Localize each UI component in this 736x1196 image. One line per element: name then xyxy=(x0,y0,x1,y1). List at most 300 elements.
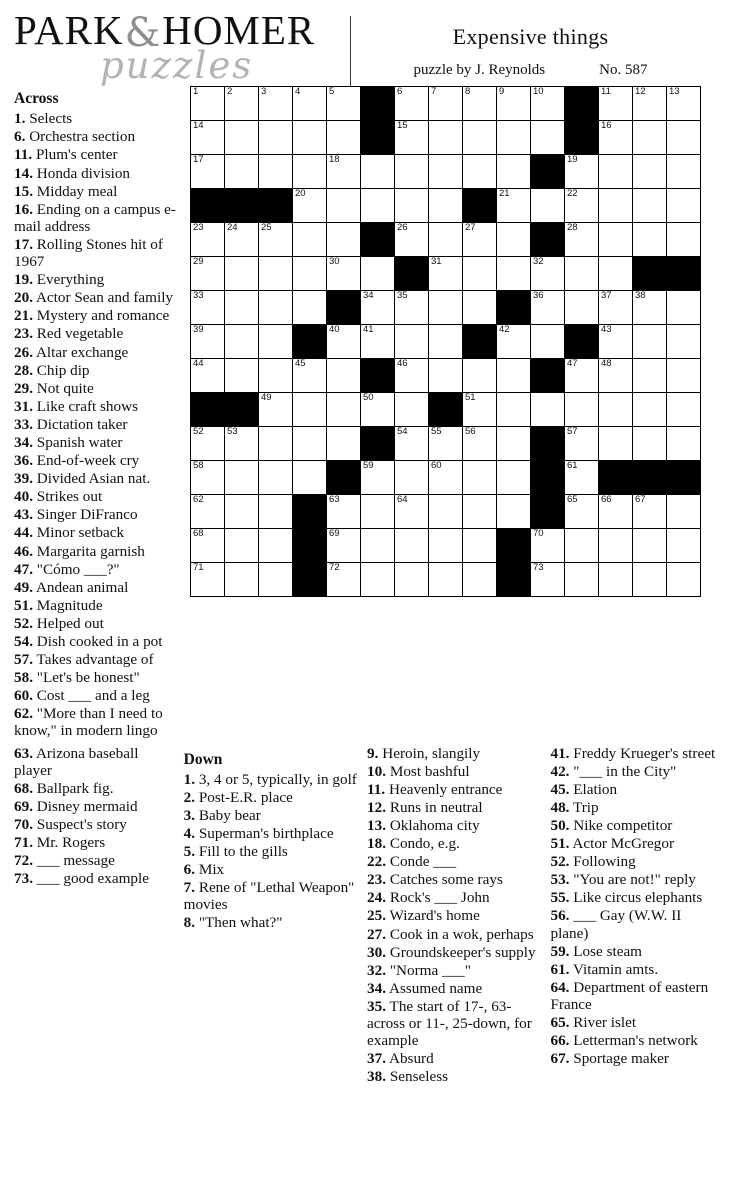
grid-cell[interactable] xyxy=(191,563,225,597)
grid-cell-number: 37 xyxy=(601,290,612,302)
grid-cell[interactable] xyxy=(259,529,293,563)
grid-cell[interactable] xyxy=(565,223,599,257)
grid-cell[interactable] xyxy=(259,359,293,393)
clue-item[interactable] xyxy=(550,907,718,941)
grid-cell[interactable] xyxy=(191,359,225,393)
clue-item[interactable] xyxy=(367,1050,542,1067)
grid-cell[interactable] xyxy=(395,393,429,427)
clue-item[interactable] xyxy=(14,506,186,523)
clue-item[interactable] xyxy=(184,914,359,931)
clue-item[interactable] xyxy=(367,962,542,979)
grid-cell[interactable] xyxy=(667,87,701,121)
grid-cell[interactable] xyxy=(429,359,463,393)
clue-item[interactable] xyxy=(550,871,718,888)
grid-cell[interactable] xyxy=(327,427,361,461)
grid-cell[interactable] xyxy=(225,223,259,257)
grid-cell[interactable] xyxy=(429,461,463,495)
clue-item[interactable] xyxy=(14,201,186,235)
grid-cell-number: 15 xyxy=(397,120,408,132)
grid-cell[interactable] xyxy=(565,155,599,189)
grid-cell[interactable] xyxy=(259,563,293,597)
grid-cell[interactable] xyxy=(361,155,395,189)
grid-cell[interactable] xyxy=(395,495,429,529)
clue-item[interactable] xyxy=(14,615,186,632)
clue-item[interactable] xyxy=(14,543,186,560)
clue-item[interactable] xyxy=(14,362,186,379)
grid-cell[interactable] xyxy=(191,529,225,563)
clue-item[interactable] xyxy=(14,434,186,451)
grid-cell[interactable] xyxy=(327,529,361,563)
grid-cell[interactable] xyxy=(293,257,327,291)
grid-cell[interactable] xyxy=(599,189,633,223)
grid-cell[interactable] xyxy=(429,121,463,155)
grid-cell[interactable] xyxy=(191,291,225,325)
grid-cell-number: 54 xyxy=(397,426,408,438)
clue-item[interactable] xyxy=(367,763,542,780)
grid-cell[interactable] xyxy=(497,121,531,155)
grid-cell[interactable] xyxy=(463,291,497,325)
grid-cell-number: 45 xyxy=(295,358,306,370)
grid-cell[interactable] xyxy=(599,223,633,257)
masthead-divider xyxy=(350,16,351,94)
grid-cell[interactable] xyxy=(429,529,463,563)
clue-item[interactable] xyxy=(550,961,718,978)
clue-item[interactable] xyxy=(14,745,176,779)
grid-cell[interactable] xyxy=(531,325,565,359)
grid-cell[interactable] xyxy=(361,529,395,563)
grid-cell[interactable] xyxy=(667,495,701,529)
grid-cell[interactable] xyxy=(599,529,633,563)
grid-cell[interactable] xyxy=(531,563,565,597)
clue-item[interactable] xyxy=(367,926,542,943)
grid-cell[interactable] xyxy=(565,563,599,597)
grid-cell[interactable] xyxy=(565,529,599,563)
grid-cell[interactable] xyxy=(599,359,633,393)
grid-cell-number: 42 xyxy=(499,324,510,336)
grid-cell[interactable] xyxy=(225,427,259,461)
grid-cell[interactable] xyxy=(429,495,463,529)
clue-item[interactable] xyxy=(184,807,359,824)
grid-cell[interactable] xyxy=(429,427,463,461)
grid-cell[interactable] xyxy=(259,121,293,155)
grid-cell[interactable] xyxy=(565,393,599,427)
grid-cell[interactable] xyxy=(497,87,531,121)
clue-item[interactable] xyxy=(550,745,718,762)
grid-cell[interactable] xyxy=(429,325,463,359)
grid-cell[interactable] xyxy=(497,359,531,393)
clue-item[interactable] xyxy=(14,236,186,270)
clue-item[interactable] xyxy=(367,817,542,834)
grid-cell[interactable] xyxy=(633,291,667,325)
grid-cell[interactable] xyxy=(395,223,429,257)
grid-cell[interactable] xyxy=(497,223,531,257)
grid-cell[interactable] xyxy=(327,223,361,257)
grid-cell[interactable] xyxy=(633,427,667,461)
clue-item[interactable] xyxy=(14,307,186,324)
grid-cell[interactable] xyxy=(191,325,225,359)
grid-cell[interactable] xyxy=(429,257,463,291)
grid-cell[interactable] xyxy=(599,121,633,155)
grid-cell[interactable] xyxy=(259,393,293,427)
clue-item[interactable] xyxy=(184,789,359,806)
grid-cell[interactable] xyxy=(667,563,701,597)
grid-cell[interactable] xyxy=(293,223,327,257)
clue-text: Rolling Stones hit of 1967 xyxy=(14,235,163,271)
clue-item[interactable] xyxy=(367,799,542,816)
grid-cell[interactable] xyxy=(395,563,429,597)
grid-cell[interactable] xyxy=(497,189,531,223)
clue-item[interactable] xyxy=(14,110,186,127)
clue-item[interactable] xyxy=(550,853,718,870)
grid-cell[interactable] xyxy=(667,189,701,223)
grid-cell[interactable] xyxy=(259,461,293,495)
clue-item[interactable] xyxy=(184,843,359,860)
clue-item[interactable] xyxy=(14,146,186,163)
grid-cell[interactable] xyxy=(293,155,327,189)
grid-cell[interactable] xyxy=(463,155,497,189)
grid-cell[interactable] xyxy=(429,291,463,325)
grid-row xyxy=(191,121,701,155)
clue-item[interactable] xyxy=(367,1068,542,1085)
grid-cell[interactable] xyxy=(361,189,395,223)
grid-cell[interactable] xyxy=(225,291,259,325)
grid-cell[interactable] xyxy=(531,257,565,291)
grid-cell[interactable] xyxy=(327,121,361,155)
grid-cell[interactable] xyxy=(225,359,259,393)
grid-cell[interactable] xyxy=(429,155,463,189)
grid-cell[interactable] xyxy=(395,121,429,155)
grid-cell[interactable] xyxy=(599,87,633,121)
grid-cell[interactable] xyxy=(191,223,225,257)
across-clue-list-2 xyxy=(14,745,176,888)
grid-cell[interactable] xyxy=(463,529,497,563)
grid-cell[interactable] xyxy=(599,155,633,189)
grid-cell[interactable] xyxy=(565,257,599,291)
grid-cell[interactable] xyxy=(191,155,225,189)
clue-item[interactable] xyxy=(367,980,542,997)
grid-cell-number: 23 xyxy=(193,222,204,234)
grid-cell[interactable] xyxy=(225,495,259,529)
grid-cell[interactable] xyxy=(191,257,225,291)
grid-cell[interactable] xyxy=(599,291,633,325)
grid-cell[interactable] xyxy=(497,325,531,359)
clue-number: 65. xyxy=(550,1013,570,1031)
clue-item[interactable] xyxy=(14,579,186,596)
grid-cell[interactable] xyxy=(361,325,395,359)
grid-cell[interactable] xyxy=(225,529,259,563)
grid-cell[interactable] xyxy=(463,359,497,393)
grid-cell[interactable] xyxy=(327,393,361,427)
clue-item[interactable] xyxy=(14,416,186,433)
clue-item[interactable] xyxy=(184,879,359,913)
clue-item[interactable] xyxy=(367,944,542,961)
grid-cell[interactable] xyxy=(327,155,361,189)
grid-cell[interactable] xyxy=(633,359,667,393)
grid-cell[interactable] xyxy=(429,189,463,223)
grid-cell[interactable] xyxy=(259,427,293,461)
clue-text: Dictation taker xyxy=(32,415,128,433)
clue-item[interactable] xyxy=(367,853,542,870)
grid-cell[interactable] xyxy=(497,495,531,529)
grid-cell[interactable] xyxy=(293,121,327,155)
grid-cell[interactable] xyxy=(565,189,599,223)
across-heading: Across xyxy=(14,90,59,108)
grid-cell[interactable] xyxy=(667,223,701,257)
clue-item[interactable] xyxy=(550,763,718,780)
clue-text: Freddy Krueger's street xyxy=(569,744,716,762)
grid-cell[interactable] xyxy=(293,461,327,495)
grid-cell[interactable] xyxy=(327,563,361,597)
clue-item[interactable] xyxy=(14,524,186,541)
grid-cell[interactable] xyxy=(293,393,327,427)
grid-cell[interactable] xyxy=(463,563,497,597)
grid-cell[interactable] xyxy=(361,495,395,529)
clue-item[interactable] xyxy=(367,998,542,1049)
clue-number: 25. xyxy=(367,907,387,925)
grid-cell[interactable] xyxy=(599,495,633,529)
clue-item[interactable] xyxy=(367,835,542,852)
grid-cell[interactable] xyxy=(497,257,531,291)
grid-cell[interactable] xyxy=(633,87,667,121)
grid-cell[interactable] xyxy=(327,359,361,393)
grid-cell[interactable] xyxy=(667,393,701,427)
grid-cell[interactable] xyxy=(463,87,497,121)
clue-number: 24. xyxy=(367,889,387,907)
grid-cell[interactable] xyxy=(633,529,667,563)
grid-cell[interactable] xyxy=(361,257,395,291)
clue-item[interactable] xyxy=(550,799,718,816)
grid-cell[interactable] xyxy=(497,461,531,495)
clue-item[interactable] xyxy=(14,128,186,145)
grid-cell[interactable] xyxy=(463,393,497,427)
clue-item[interactable] xyxy=(550,835,718,852)
grid-cell[interactable] xyxy=(395,291,429,325)
grid-cell-number: 38 xyxy=(635,290,646,302)
grid-cell[interactable] xyxy=(225,461,259,495)
grid-cell[interactable] xyxy=(565,291,599,325)
grid-cell[interactable] xyxy=(259,155,293,189)
grid-cell[interactable] xyxy=(667,121,701,155)
grid-cell[interactable] xyxy=(259,223,293,257)
grid-cell[interactable] xyxy=(633,155,667,189)
grid-cell[interactable] xyxy=(259,257,293,291)
grid-cell[interactable] xyxy=(259,325,293,359)
grid-cell[interactable] xyxy=(293,359,327,393)
grid-cell[interactable] xyxy=(225,121,259,155)
clue-item[interactable] xyxy=(14,398,186,415)
clue-item[interactable] xyxy=(14,834,176,851)
grid-cell[interactable] xyxy=(191,427,225,461)
grid-cell[interactable] xyxy=(395,87,429,121)
clue-item[interactable] xyxy=(14,597,186,614)
grid-cell[interactable] xyxy=(463,461,497,495)
grid-cell-number: 29 xyxy=(193,256,204,268)
grid-cell[interactable] xyxy=(225,155,259,189)
clue-item[interactable] xyxy=(550,943,718,960)
clue-item[interactable] xyxy=(550,889,718,906)
clue-text: Assumed name xyxy=(386,979,483,997)
grid-cell[interactable] xyxy=(395,529,429,563)
grid-cell[interactable] xyxy=(429,223,463,257)
grid-cell[interactable] xyxy=(361,393,395,427)
grid-cell[interactable] xyxy=(225,87,259,121)
clue-item[interactable] xyxy=(550,1032,718,1049)
grid-cell[interactable] xyxy=(667,359,701,393)
grid-cell[interactable] xyxy=(633,223,667,257)
clue-item[interactable] xyxy=(367,889,542,906)
grid-cell[interactable] xyxy=(633,325,667,359)
clue-item[interactable] xyxy=(14,651,186,668)
grid-cell[interactable] xyxy=(463,495,497,529)
grid-cell[interactable] xyxy=(191,87,225,121)
grid-cell[interactable] xyxy=(327,257,361,291)
grid-cell[interactable] xyxy=(259,87,293,121)
clue-item[interactable] xyxy=(184,771,359,788)
grid-cell[interactable] xyxy=(633,121,667,155)
grid-cell[interactable] xyxy=(599,393,633,427)
grid-cell[interactable] xyxy=(531,87,565,121)
clue-item[interactable] xyxy=(14,344,186,361)
clue-item[interactable] xyxy=(14,165,186,182)
grid-cell[interactable] xyxy=(191,121,225,155)
clue-item[interactable] xyxy=(14,687,186,704)
grid-cell-block xyxy=(497,529,531,563)
grid-cell[interactable] xyxy=(259,291,293,325)
grid-cell[interactable] xyxy=(395,427,429,461)
grid-cell[interactable] xyxy=(599,257,633,291)
grid-cell[interactable] xyxy=(531,121,565,155)
grid-cell[interactable] xyxy=(429,563,463,597)
grid-cell[interactable] xyxy=(327,189,361,223)
grid-cell[interactable] xyxy=(225,325,259,359)
grid-cell[interactable] xyxy=(361,563,395,597)
clue-item[interactable] xyxy=(14,183,186,200)
clue-item[interactable] xyxy=(367,781,542,798)
grid-cell[interactable] xyxy=(667,427,701,461)
grid-cell[interactable] xyxy=(463,121,497,155)
grid-cell[interactable] xyxy=(327,325,361,359)
grid-cell[interactable] xyxy=(565,495,599,529)
grid-cell[interactable] xyxy=(191,461,225,495)
clue-number: 23. xyxy=(367,871,387,889)
grid-cell[interactable] xyxy=(395,155,429,189)
grid-cell[interactable] xyxy=(463,257,497,291)
clue-text: Wizard's home xyxy=(386,907,480,925)
clue-item[interactable] xyxy=(550,1050,718,1067)
grid-cell[interactable] xyxy=(667,529,701,563)
clue-item[interactable] xyxy=(550,1014,718,1031)
grid-cell[interactable] xyxy=(599,427,633,461)
clue-item[interactable] xyxy=(14,289,186,306)
grid-cell[interactable] xyxy=(497,427,531,461)
clue-item[interactable] xyxy=(550,979,718,1013)
clue-item[interactable] xyxy=(14,561,186,578)
grid-cell[interactable] xyxy=(463,427,497,461)
clue-item[interactable] xyxy=(184,825,359,842)
clue-item[interactable] xyxy=(14,798,176,815)
clue-text: Superman's birthplace xyxy=(195,824,334,842)
clue-item[interactable] xyxy=(184,861,359,878)
grid-cell[interactable] xyxy=(531,529,565,563)
grid-cell[interactable] xyxy=(395,461,429,495)
grid-cell[interactable] xyxy=(259,495,293,529)
grid-cell[interactable] xyxy=(327,495,361,529)
clue-text: "Let's be honest" xyxy=(32,669,140,687)
clue-item[interactable] xyxy=(367,745,542,762)
clue-item[interactable] xyxy=(550,817,718,834)
grid-cell[interactable] xyxy=(327,87,361,121)
grid-cell[interactable] xyxy=(395,359,429,393)
grid-cell[interactable] xyxy=(293,87,327,121)
grid-cell[interactable] xyxy=(293,427,327,461)
grid-cell[interactable] xyxy=(599,563,633,597)
clue-item[interactable] xyxy=(14,325,186,342)
grid-cell[interactable] xyxy=(497,393,531,427)
grid-cell[interactable] xyxy=(395,189,429,223)
clue-text: Honda division xyxy=(32,164,131,182)
grid-cell[interactable] xyxy=(599,325,633,359)
clue-item[interactable] xyxy=(14,633,186,650)
grid-cell-number: 6 xyxy=(397,86,403,98)
grid-cell[interactable] xyxy=(293,189,327,223)
clue-text: Divided Asian nat. xyxy=(32,470,151,488)
grid-cell[interactable] xyxy=(361,291,395,325)
clue-item[interactable] xyxy=(14,488,186,505)
grid-cell[interactable] xyxy=(531,291,565,325)
clue-item[interactable] xyxy=(367,871,542,888)
grid-cell[interactable] xyxy=(667,291,701,325)
clue-item[interactable] xyxy=(367,907,542,924)
clue-item[interactable] xyxy=(14,470,186,487)
grid-cell[interactable] xyxy=(633,495,667,529)
grid-cell[interactable] xyxy=(565,427,599,461)
clue-item[interactable] xyxy=(14,852,176,869)
clue-item[interactable] xyxy=(14,780,176,797)
grid-cell-number: 8 xyxy=(465,86,471,98)
grid-cell[interactable] xyxy=(497,155,531,189)
grid-cell[interactable] xyxy=(633,393,667,427)
grid-cell[interactable] xyxy=(191,495,225,529)
grid-cell[interactable] xyxy=(225,563,259,597)
grid-cell[interactable] xyxy=(667,155,701,189)
crossword-grid[interactable] xyxy=(190,86,701,597)
clue-item[interactable] xyxy=(550,781,718,798)
grid-cell[interactable] xyxy=(225,257,259,291)
grid-cell[interactable] xyxy=(565,461,599,495)
grid-cell[interactable] xyxy=(293,291,327,325)
clue-item[interactable] xyxy=(14,271,186,288)
grid-cell[interactable] xyxy=(463,223,497,257)
clue-item[interactable] xyxy=(14,705,186,739)
grid-cell[interactable] xyxy=(531,393,565,427)
clue-item[interactable] xyxy=(14,816,176,833)
grid-cell[interactable] xyxy=(429,87,463,121)
grid-cell[interactable] xyxy=(395,325,429,359)
grid-cell[interactable] xyxy=(565,359,599,393)
clue-number: 15. xyxy=(14,182,33,200)
grid-cell[interactable] xyxy=(531,189,565,223)
grid-cell[interactable] xyxy=(667,325,701,359)
brand-part2: HOMER xyxy=(162,7,316,53)
grid-cell[interactable] xyxy=(633,563,667,597)
clue-item[interactable] xyxy=(14,380,186,397)
grid-cell[interactable] xyxy=(361,461,395,495)
grid-cell[interactable] xyxy=(633,189,667,223)
grid-cell-number: 28 xyxy=(567,222,578,234)
clue-item[interactable] xyxy=(14,669,186,686)
clue-item[interactable] xyxy=(14,452,186,469)
clue-item[interactable] xyxy=(14,870,176,887)
